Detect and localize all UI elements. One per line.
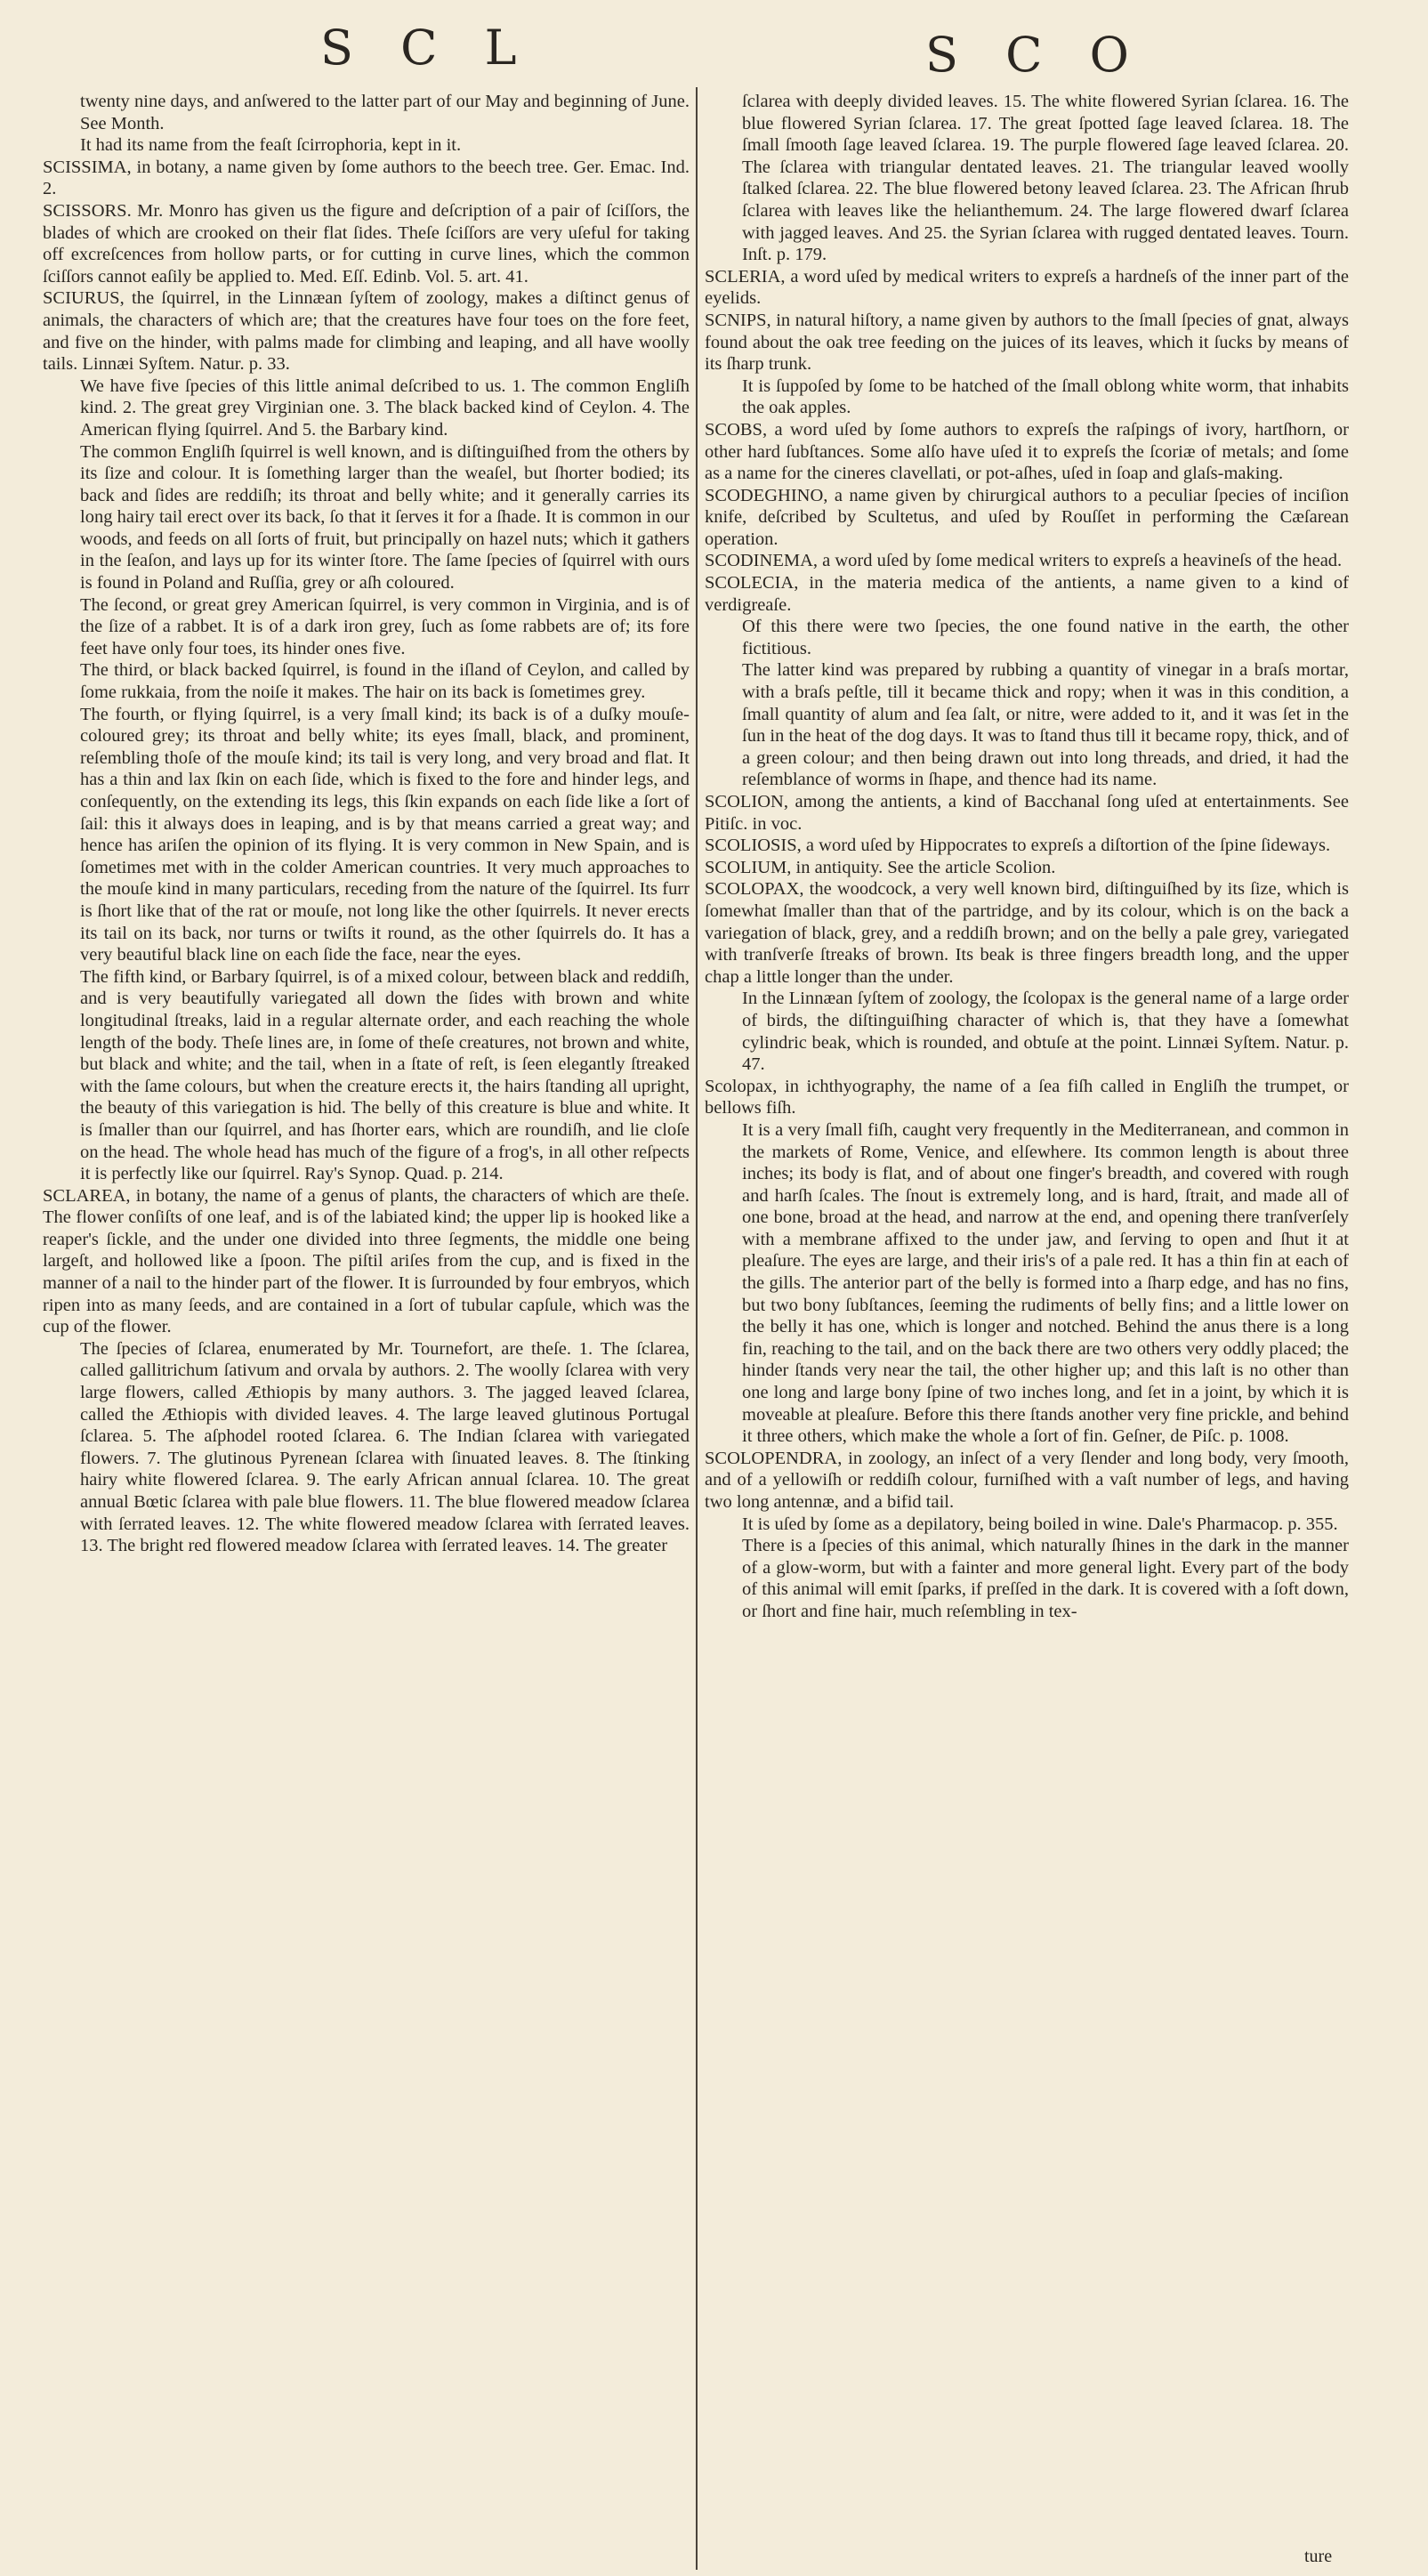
entry-paragraph: The ſecond, or great grey American ſquirrel, is very common in Virginia, and is of the ſize of a rabbet. It is of a dark iron grey, ſuch as ſome rabbets are of; its fore feet have only four toes, its hinder ones five. xyxy=(80,594,690,658)
dictionary-entry: SCOLECIA, in the materia medica of the antients, a name given to a kind of verdigreaſe. xyxy=(705,573,1349,615)
running-head-left: S C L xyxy=(320,20,533,76)
dictionary-entry: SCOLOPAX, the woodcock, a very well known bird, diſtinguiſhed by its ſize, which is ſomewhat ſmaller than that of the partridge, and by its colour, which is on the back a variegation of black, grey, and a reddiſh brown; and on the belly a pale grey, variegated with tranſverſe ſtreaks of brown. Its beak is three fingers breadth long, and the upper chap a little longer than the under. xyxy=(705,879,1349,987)
column-divider xyxy=(696,87,698,2570)
entry-paragraph: In the Linnæan ſyſtem of zoology, the ſcolopax is the general name of a large order of birds, the diſtinguiſhing character of which is, that they have a ſomewhat cylindric beak, which is rounded, and obtuſe at the point. Linnæi Syſtem. Natur. p. 47. xyxy=(742,989,1349,1075)
dictionary-entry: SCODINEMA, a word uſed by ſome medical writers to expreſs a heavineſs of the head. xyxy=(705,551,1343,571)
dictionary-entry: SCIURUS, the ſquirrel, in the Linnæan ſyſtem of zoology, makes a diſtinct genus of animals, the characters of which are; that the creatures have four toes on the fore feet, and five on the hinder, with palms made for climbing and leaping, and all have woolly tails. Linnæi Syſtem. Natur. p. 33. xyxy=(43,288,690,375)
entry-paragraph: There is a ſpecies of this animal, which naturally ſhines in the dark in the manner of a glow-worm, but with a fainter and more general light. Every part of the body of this animal will emit ſparks, if preſſed in the dark. It is covered with a ſoft down, or ſhort and fine hair, much reſembling in tex- xyxy=(742,1536,1349,1621)
entry-paragraph: It is a very ſmall fiſh, caught very frequently in the Mediterranean, and common in the markets of Rome, Venice, and elſewhere. Its common length is about three inches; its body is flat, and of about one finger's breadth, and covered with rough and harſh ſcales. The ſnout is extremely long, and is hard, ſtrait, and made all of one bone, broad at the head, and narrow at the end, and opening there tranſverſely with a membrane affixed to the under jaw, and ſerving to open and ſhut it at pleaſure. The eyes are large, and their iris's of a pale red. It has a thin fin at each of the gills. The anterior part of the belly is formed into a ſharp edge, and has no fins, but two bony ſubſtances, ſeeming the rudiments of belly fins; and a little lower on the belly it has one, which is longer and notched. Behind the anus there is a long fin, reaching to the tail, and on the back there are two others very oddly placed; the hinder ſtands very near the tail, the other higher up; and this laſt is no other than one long and large bony ſpine of two inches long, and ſet in a joint, by which it is moveable at pleaſure. Before this there ſtands another very fine prickle, and behind it three others, which make the whole a ſort of fin. Geſner, de Piſc. p. 1008. xyxy=(742,1119,1349,1447)
entry-paragraph: ſclarea with deeply divided leaves. 15. The white flowered Syrian ſclarea. 16. The blue flowered Syrian ſclarea. 17. The great ſpotted ſage leaved ſclarea. 18. The ſmall ſmooth ſage leaved ſclarea. 19. The purple flowered ſage leaved ſclarea. 20. The ſclarea with triangular dentated leaves. 21. The triangular leaved woolly ſtalked ſclarea. 22. The blue flowered betony leaved ſclarea. 23. The African ſhrub ſclarea with leaves like the helianthemum. 24. The large flowered dwarf ſclarea with jagged leaves. And 25. the Syrian ſclarea with rugged dentated leaves. Tourn. Inſt. p. 179. xyxy=(742,92,1349,265)
dictionary-entry: SCOBS, a word uſed by ſome authors to expreſs the raſpings of ivory, hartſhorn, or other hard ſubſtances. Some alſo have uſed it to expreſs the ſcoriæ of metals; and ſome as a name for the cineres clavellati, or pot-aſhes, uſed in ſoap and glaſs-making. xyxy=(705,419,1349,484)
dictionary-entry: SCOLION, among the antients, a kind of Bacchanal ſong uſed at entertainments. See Pitiſc. in voc. xyxy=(705,792,1349,834)
dictionary-entry: SCOLIOSIS, a word uſed by Hippocrates to expreſs a diſtortion of the ſpine ſideways. xyxy=(705,836,1331,856)
entry-paragraph: Of this there were two ſpecies, the one found native in the earth, the other fictitious. xyxy=(742,617,1349,658)
dictionary-entry: SCISSORS. Mr. Monro has given us the figure and deſcription of a pair of ſciſſors, the blades of which are crooked on their flat ſides. Theſe ſciſſors are very uſeful for taking off excreſcences from hollow parts, or for cutting in curve lines, which the common ſciſſors cannot eaſily be applied to. Med. Eſſ. Edinb. Vol. 5. art. 41. xyxy=(43,200,690,287)
entry-paragraph: The third, or black backed ſquirrel, is found in the iſland of Ceylon, and called by ſome rukkaia, from the noiſe it makes. The hair on its back is ſometimes grey. xyxy=(80,660,690,703)
catchword: ture xyxy=(1304,2547,1333,2566)
dictionary-entry: SCLAREA, in botany, the name of a genus of plants, the characters of which are theſe. The flower conſiſts of one leaf, and is of the labiated kind; the upper lip is hooked like a reaper's ſickle, and the under one divided into three ſegments, the middle one being largeſt, and hollowed like a ſpoon. The piſtil ariſes from the cup, and is fixed in the manner of a nail to the hinder part of the flower. It is ſurrounded by four embryos, which ripen into as many ſeeds, and are contained in a ſort of tubular capſule, which was the cup of the flower. xyxy=(43,1185,690,1337)
dictionary-entry: SCNIPS, in natural hiſtory, a name given by authors to the ſmall ſpecies of gnat, always found about the oak tree feeding on the juices of its leaves, which it ſucks by means of its ſharp trunk. xyxy=(705,310,1349,375)
entry-paragraph: The latter kind was prepared by rubbing a quantity of vinegar in a braſs mortar, with a braſs peſtle, till it became thick and ropy; when it was in this condition, a ſmall quantity of alum and ſea ſalt, or nitre, were added to it, and it was ſet in the ſun in the heat of the dog days. It was to ſtand thus till it became ropy, thick, and of a green colour; and then being drawn out into long threads, and dried, it had the reſemblance of worms in ſhape, and thence had its name. xyxy=(742,660,1349,790)
entry-paragraph: It is ſuppoſed by ſome to be hatched of the ſmall oblong white worm, that inhabits the oak apples. xyxy=(742,375,1349,418)
entry-paragraph: The fifth kind, or Barbary ſquirrel, is of a mixed colour, between black and reddiſh, and is very beautifully variegated all down the ſides with brown and white longitudinal ſtreaks, laid in a regular alternate order, and each reaching the whole length of the body. Theſe lines are, in ſome of theſe creatures, not brown and white, but black and white; and the tail, when in a ſtate of reſt, is ſeen elegantly ſtreaked with the ſame colours, but when the creature erects it, the hairs ſtanding all upright, the beauty of this variegation is hid. The belly of this creature is blue and white. It is ſmaller than our ſquirrel, and has ſhorter ears, which are roundiſh, and lie cloſe on the head. The whole head has much of the figure of a frog's, in all other reſpects it is perfectly like our ſquirrel. Ray's Synop. Quad. p. 214. xyxy=(80,966,690,1184)
dictionary-entry: SCISSIMA, in botany, a name given by ſome authors to the beech tree. Ger. Emac. Ind. 2. xyxy=(43,157,690,199)
left-column xyxy=(43,91,690,1557)
entry-paragraph: The ſpecies of ſclarea, enumerated by Mr. Tournefort, are theſe. 1. The ſclarea, called gallitrichum ſativum and orvala by authors. 2. The woolly ſclarea with very large flowers, called Æthiopis by many authors. 3. The jagged leaved ſclarea, called the Æthiopis with divided leaves. 4. The large leaved glutinous Portugal ſclarea. 5. The aſphodel rooted ſclarea. 6. The Indian ſclarea with variegated flowers. 7. The glutinous Pyrenean ſclarea with ſinuated leaves. 8. The ſtinking hairy white flowered ſclarea. 9. The early African annual ſclarea. 10. The great annual Bœtic ſclarea with pale blue flowers. 11. The blue flowered meadow ſclarea with ſerrated leaves. 12. The white flowered meadow ſclarea with ſerrated leaves. 13. The bright red flowered meadow ſclarea with ſerrated leaves. 14. The greater xyxy=(80,1338,690,1556)
entry-paragraph: twenty nine days, and anſwered to the latter part of our May and beginning of June. See Month. xyxy=(80,92,690,133)
dictionary-entry: Scolopax, in ichthyography, the name of a ſea fiſh called in Engliſh the trumpet, or bellows fiſh. xyxy=(705,1076,1349,1118)
dictionary-entry: SCOLIUM, in antiquity. See the article Scolion. xyxy=(705,857,1056,877)
entry-paragraph: It is uſed by ſome as a depilatory, being boiled in wine. Dale's Pharmacop. p. 355. xyxy=(742,1514,1338,1534)
entry-paragraph: We have five ſpecies of this little animal deſcribed to us. 1. The common Engliſh kind. 2. The great grey Virginian one. 3. The black backed kind of Ceylon. 4. The American flying ſquirrel. And 5. the Barbary kind. xyxy=(80,375,690,440)
dictionary-entry: SCOLOPENDRA, in zoology, an inſect of a very ſlender and long body, very ſmooth, and of a yellowiſh or reddiſh colour, furniſhed with a vaſt number of legs, and having two long antennæ, and a bifid tail. xyxy=(705,1448,1349,1512)
entry-paragraph: It had its name from the feaſt ſcirrophoria, kept in it. xyxy=(80,135,462,156)
right-column xyxy=(705,91,1349,1623)
entry-paragraph: The fourth, or flying ſquirrel, is a very ſmall kind; its back is of a duſky mouſe-coloured grey; its throat and belly white; its eyes ſmall, black, and prominent, reſembling thoſe of the mouſe kind; its tail is very long, and very broad and flat. It has a thin and lax ſkin on each ſide, which is fixed to the fore and hinder legs, and conſequently, on the extending its legs, this ſkin expands on each ſide like a ſort of ſail: this it always does in leaping, and is by that means carried a great way; and hence has ariſen the opinion of its flying. It is very common in New Spain, and is ſometimes met with in the colder American countries. It very much approaches to the mouſe kind in many particulars, receding from the nature of the ſquirrel. Its furr is ſhort like that of the rat or mouſe, not long like the other ſquirrels. It never erects its tail on its back, nor turns or twiſts it round, as the other ſquirrels do. It has a very beautiful black line on each ſide the face, near the eyes. xyxy=(80,704,690,965)
running-head-right: S C O xyxy=(925,27,1145,83)
entry-paragraph: The common Engliſh ſquirrel is well known, and is diſtinguiſhed from the others by its ſize and colour. It is ſomething larger than the weaſel, but ſhorter bodied; its back and ſides are reddiſh; its throat and belly white; and it generally carries its long hairy tail erect over its back, ſo that it ſerves it for a ſhade. It is common in our woods, and feeds on all ſorts of fruit, but principally on hazel nuts; which it gathers in the ſeaſon, and lays up for its winter ſtore. The ſame ſpecies of ſquirrel with ours is found in Poland and Ruſſia, grey or aſh coloured. xyxy=(80,441,690,594)
dictionary-entry: SCLERIA, a word uſed by medical writers to expreſs a hardneſs of the inner part of the eyelids. xyxy=(705,266,1349,309)
dictionary-entry: SCODEGHINO, a name given by chirurgical authors to a peculiar ſpecies of inciſion knife, deſcribed by Scultetus, and uſed by Rouſſet in performing the Cæſarean operation. xyxy=(705,485,1349,549)
